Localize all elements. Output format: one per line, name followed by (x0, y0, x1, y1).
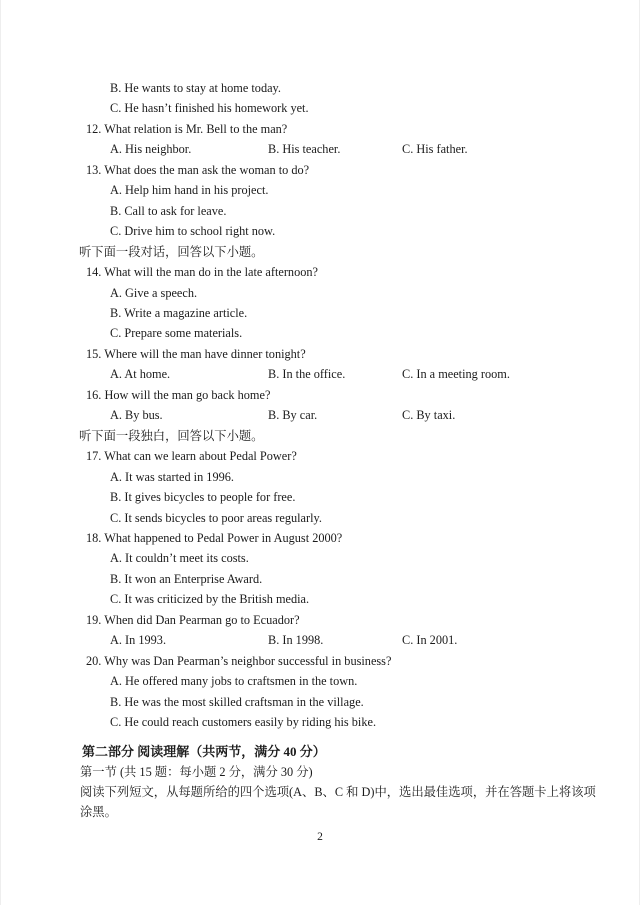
part2-instructions-line2: 涂黑。 (80, 805, 117, 820)
part2-instructions-line1: 阅读下列短文，从每题所给的四个选项(A、B、C 和 D)中，选出最佳选项，并在答题卡上将该项 (80, 784, 596, 799)
q15-option-a: A. At home. (110, 367, 171, 382)
q16-option-c: C. By taxi. (402, 408, 456, 423)
q12-option-b: B. His teacher. (268, 142, 341, 157)
page-number: 2 (317, 830, 323, 843)
q19-option-b: B. In 1998. (268, 633, 324, 648)
q12-option-c: C. His father. (402, 142, 468, 157)
part2-section1-heading: 第一节 (共 15 题：每小题 2 分，满分 30 分) (80, 764, 313, 779)
q15-options-row (0, 364, 640, 384)
q14-stem: 14. What will the man do in the late afternoon? (86, 265, 318, 280)
listening-note-dialog: 听下面一段对话，回答以下小题。 (79, 244, 264, 259)
q18-option-a: A. It couldn’t meet its costs. (110, 551, 249, 566)
q17-option-c: C. It sends bicycles to poor areas regularly. (110, 510, 322, 525)
q13-option-b: B. Call to ask for leave. (110, 203, 227, 218)
q12-options-row (0, 139, 640, 159)
q20-option-b: B. He was the most skilled craftsman in the village. (110, 694, 364, 709)
q15-stem: 15. Where will the man have dinner tonight? (86, 346, 306, 361)
q19-stem: 19. When did Dan Pearman go to Ecuador? (86, 612, 300, 627)
q16-option-a: A. By bus. (110, 408, 163, 423)
q13-option-c: C. Drive him to school right now. (110, 224, 276, 239)
q20-option-a: A. He offered many jobs to craftsmen in the town. (110, 674, 358, 689)
q20-option-c: C. He could reach customers easily by riding his bike. (110, 715, 377, 730)
q13-stem: 13. What does the man ask the woman to do? (86, 162, 310, 177)
q16-options-row (0, 405, 640, 425)
q12-option-a: A. His neighbor. (110, 142, 192, 157)
q18-option-b: B. It won an Enterprise Award. (110, 571, 263, 586)
q16-stem: 16. How will the man go back home? (86, 387, 271, 402)
q19-option-a: A. In 1993. (110, 633, 167, 648)
q11-option-b: B. He wants to stay at home today. (110, 81, 281, 95)
q19-option-c: C. In 2001. (402, 633, 458, 648)
q20-stem: 20. Why was Dan Pearman’s neighbor successful in business? (86, 653, 392, 668)
q15-option-c: C. In a meeting room. (402, 367, 510, 382)
q13-option-a: A. Help him hand in his project. (110, 183, 269, 198)
q17-stem: 17. What can we learn about Pedal Power? (86, 449, 297, 464)
q18-stem: 18. What happened to Pedal Power in August 2000? (86, 530, 343, 545)
q14-option-a: A. Give a speech. (110, 285, 198, 300)
q14-option-b: B. Write a magazine article. (110, 305, 248, 320)
listening-note-monologue: 听下面一段独白，回答以下小题。 (79, 428, 264, 443)
q16-option-b: B. By car. (268, 408, 318, 423)
q14-option-c: C. Prepare some materials. (110, 326, 243, 341)
part2-heading: 第二部分 阅读理解（共两节，满分 40 分） (82, 743, 326, 759)
q18-option-c: C. It was criticized by the British media. (110, 592, 310, 607)
q17-option-a: A. It was started in 1996. (110, 469, 234, 484)
q12-stem: 12. What relation is Mr. Bell to the man? (86, 121, 288, 136)
q17-option-b: B. It gives bicycles to people for free. (110, 490, 296, 505)
q11-option-c: C. He hasn’t finished his homework yet. (110, 101, 309, 116)
q15-option-b: B. In the office. (268, 367, 346, 382)
q19-options-row (0, 630, 640, 650)
